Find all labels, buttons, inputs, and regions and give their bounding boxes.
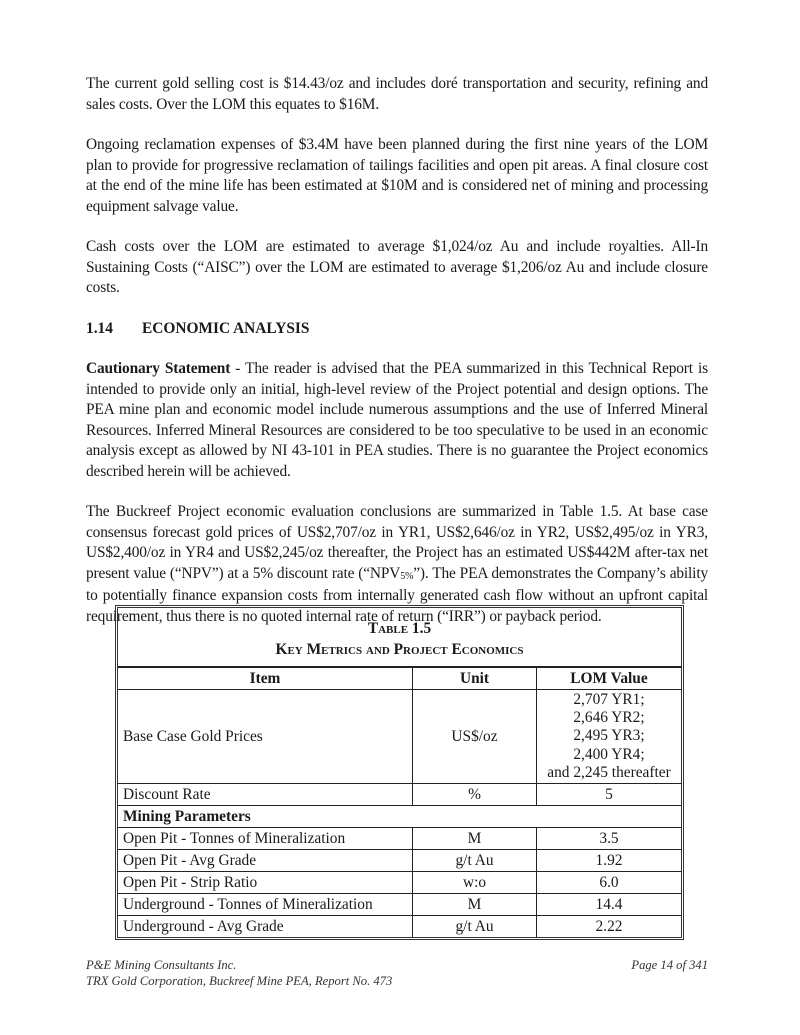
cell-item: Open Pit - Tonnes of Mineralization <box>118 828 413 850</box>
selling-cost-paragraph: The current gold selling cost is $14.43/oz and includes doré transportation and security, refining and sales costs. Over the LOM this equates to $16M. <box>86 75 708 113</box>
document-body <box>86 74 708 627</box>
cautionary-label: Cautionary Statement <box>86 360 231 377</box>
cell-unit: US$/oz <box>413 690 537 784</box>
gold-price-yr2: 2,646 YR2; <box>573 709 645 727</box>
cell-unit: g/t Au <box>413 850 537 872</box>
cell-item: Base Case Gold Prices <box>118 690 413 784</box>
table-title: Key Metrics and Project Economics <box>275 641 524 658</box>
cash-costs-paragraph: Cash costs over the LOM are estimated to average $1,024/oz Au and include royalties. All-In Sustaining Costs (“AISC”) over the LOM are estimated to average $1,206/oz Au and include closure costs. <box>86 238 708 296</box>
conclusions-text-a: The Buckreef Project economic evaluation conclusions are summarized in Table 1.5. At base case consensus forecast gold prices of US$2,707/oz in YR1, US$2,646/oz in YR2, US$2,495/oz in YR3, US$2,400/oz in YR4 and US$2,245/oz thereafter, the Project has an estimated US$442M after-tax net present value (“NPV”) at a 5% discount rate (“NPV <box>86 503 708 582</box>
table-row <box>118 872 681 894</box>
npv-subscript: 5% <box>400 570 414 582</box>
gold-price-yr3: 2,495 YR3; <box>573 727 645 745</box>
gold-price-thereafter: and 2,245 thereafter <box>547 763 671 781</box>
table-section-row <box>118 806 681 828</box>
table-row <box>118 850 681 872</box>
cell-value: 5 <box>537 784 682 806</box>
header-unit: Unit <box>413 668 537 690</box>
cautionary-statement-paragraph <box>86 359 708 482</box>
metrics-grid <box>118 668 681 937</box>
table-row <box>118 828 681 850</box>
cell-unit: M <box>413 828 537 850</box>
gold-price-yr1: 2,707 YR1; <box>573 691 645 708</box>
cell-value <box>537 690 682 784</box>
cell-unit: w:o <box>413 872 537 894</box>
header-lom-value: LOM Value <box>537 668 682 690</box>
section-mining-parameters: Mining Parameters <box>118 806 681 828</box>
conclusions-text-b: ”). The PEA demonstrates the Company’s ability to potentially finance expansion costs from internally generated cash flow without an upfront capital requirement, thus there is no quoted internal rate of return (“IRR”) or payback period. <box>86 564 708 625</box>
cell-item: Open Pit - Strip Ratio <box>118 872 413 894</box>
cell-item: Underground - Avg Grade <box>118 916 413 938</box>
cell-item: Underground - Tonnes of Mineralization <box>118 894 413 916</box>
page-footer <box>86 957 708 989</box>
cell-value: 14.4 <box>537 894 682 916</box>
cell-value: 3.5 <box>537 828 682 850</box>
cell-value: 6.0 <box>537 872 682 894</box>
cell-unit: g/t Au <box>413 916 537 938</box>
footer-page-number: Page 14 of 341 <box>631 958 708 972</box>
section-heading <box>86 319 708 340</box>
table-row <box>118 690 681 784</box>
cell-item: Open Pit - Avg Grade <box>118 850 413 872</box>
cell-value: 2.22 <box>537 916 682 938</box>
gold-price-yr4: 2,400 YR4; <box>573 745 645 763</box>
footer-report: TRX Gold Corporation, Buckreef Mine PEA, Report No. 473 <box>86 974 393 988</box>
table-number: Table 1.5 <box>367 620 432 637</box>
cautionary-text: - The reader is advised that the PEA summarized in this Technical Report is intended to provide only an initial, high-level review of the Project potential and design options. The PEA mine plan and economic model include numerous assumptions and the use of Inferred Mineral Resources. Inferred Mineral Resources are considered to be too speculative to be used in an economic analysis except as allowed by NI 43-101 in PEA studies. There is no guarantee the Project economics described herein will be achieved. <box>86 360 708 480</box>
table-row <box>118 916 681 938</box>
cell-unit: M <box>413 894 537 916</box>
footer-company: P&E Mining Consultants Inc. <box>86 958 237 972</box>
key-metrics-table <box>115 605 684 940</box>
header-item: Item <box>118 668 413 690</box>
table-row <box>118 894 681 916</box>
table-header-row <box>118 668 681 690</box>
cell-value: 1.92 <box>537 850 682 872</box>
section-title: ECONOMIC ANALYSIS <box>142 319 310 337</box>
cell-unit: % <box>413 784 537 806</box>
section-number: 1.14 <box>86 319 113 337</box>
table-caption <box>118 608 681 668</box>
cell-item: Discount Rate <box>118 784 413 806</box>
reclamation-paragraph: Ongoing reclamation expenses of $3.4M have been planned during the first nine years of the LOM plan to provide for progressive reclamation of tailings facilities and open pit areas. A final closure cost at the end of the mine life has been estimated at $10M and is considered net of mining and processing equipment salvage value. <box>86 136 708 215</box>
table-row <box>118 784 681 806</box>
